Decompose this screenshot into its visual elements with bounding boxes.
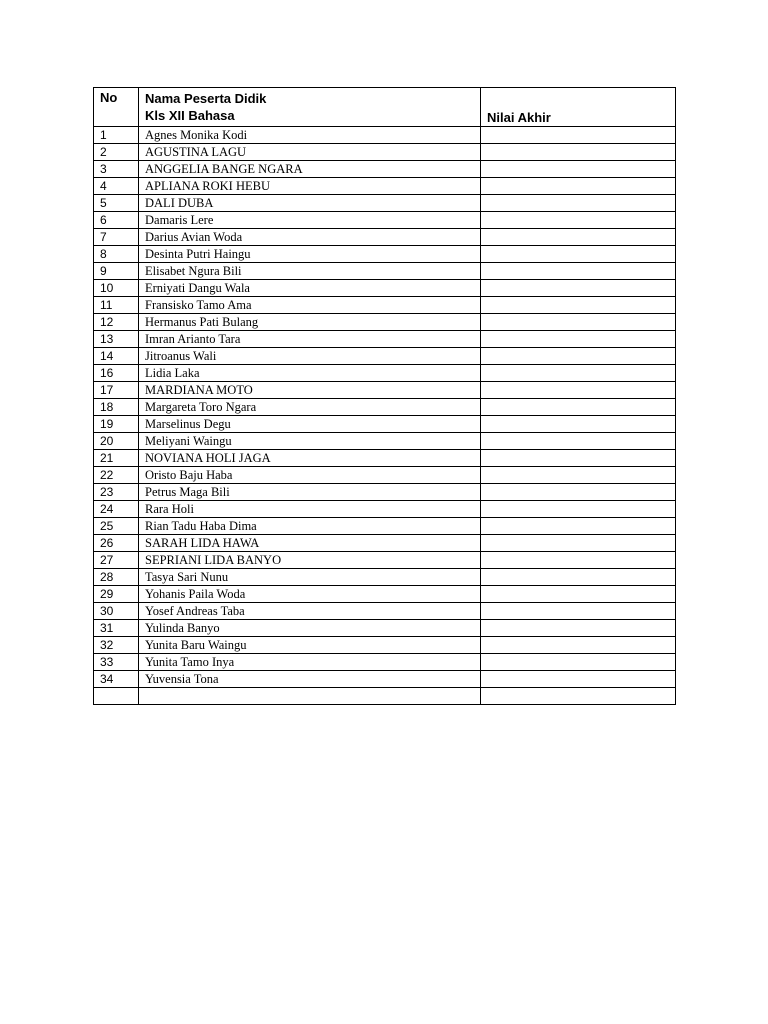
final-score-cell[interactable] [481, 569, 676, 586]
row-number: 28 [94, 569, 139, 586]
final-score-cell[interactable] [481, 331, 676, 348]
table-row [94, 314, 676, 331]
student-name: Rara Holi [139, 501, 481, 518]
student-name: Elisabet Ngura Bili [139, 263, 481, 280]
student-name: Yunita Tamo Inya [139, 654, 481, 671]
table-row [94, 416, 676, 433]
row-number: 31 [94, 620, 139, 637]
table-row [94, 127, 676, 144]
table-row [94, 688, 676, 705]
student-name: Agnes Monika Kodi [139, 127, 481, 144]
table-row [94, 450, 676, 467]
row-number: 14 [94, 348, 139, 365]
table-row [94, 161, 676, 178]
final-score-cell[interactable] [481, 586, 676, 603]
row-number: 1 [94, 127, 139, 144]
header-no: No [94, 88, 139, 127]
final-score-cell[interactable] [481, 620, 676, 637]
final-score-cell[interactable] [481, 280, 676, 297]
row-number: 33 [94, 654, 139, 671]
final-score-cell[interactable] [481, 314, 676, 331]
table-body [94, 127, 676, 705]
row-number: 16 [94, 365, 139, 382]
row-number: 32 [94, 637, 139, 654]
row-number: 17 [94, 382, 139, 399]
student-name: Oristo Baju Haba [139, 467, 481, 484]
student-name: Petrus Maga Bili [139, 484, 481, 501]
final-score-cell[interactable] [481, 229, 676, 246]
row-number: 10 [94, 280, 139, 297]
table-row [94, 569, 676, 586]
final-score-cell[interactable] [481, 603, 676, 620]
student-name: Meliyani Waingu [139, 433, 481, 450]
student-name: Erniyati Dangu Wala [139, 280, 481, 297]
row-number: 2 [94, 144, 139, 161]
student-name: Yohanis Paila Woda [139, 586, 481, 603]
final-score-cell[interactable] [481, 416, 676, 433]
row-number: 29 [94, 586, 139, 603]
student-name: SARAH LIDA HAWA [139, 535, 481, 552]
row-number: 11 [94, 297, 139, 314]
student-name: Hermanus Pati Bulang [139, 314, 481, 331]
student-name: Damaris Lere [139, 212, 481, 229]
table-row [94, 399, 676, 416]
final-score-cell[interactable] [481, 518, 676, 535]
table-row [94, 331, 676, 348]
table-row [94, 433, 676, 450]
table-row [94, 637, 676, 654]
row-number: 9 [94, 263, 139, 280]
row-number: 21 [94, 450, 139, 467]
row-number: 22 [94, 467, 139, 484]
student-name: Lidia Laka [139, 365, 481, 382]
student-name: Tasya Sari Nunu [139, 569, 481, 586]
row-number [94, 688, 139, 705]
final-score-cell[interactable] [481, 484, 676, 501]
row-number: 13 [94, 331, 139, 348]
final-score-cell[interactable] [481, 433, 676, 450]
final-score-cell[interactable] [481, 297, 676, 314]
row-number: 18 [94, 399, 139, 416]
final-score-cell[interactable] [481, 263, 676, 280]
student-grade-table [93, 87, 676, 705]
table-row [94, 144, 676, 161]
row-number: 30 [94, 603, 139, 620]
row-number: 27 [94, 552, 139, 569]
header-name-line1: Nama Peserta Didik [145, 91, 267, 106]
table-row [94, 484, 676, 501]
student-name: Rian Tadu Haba Dima [139, 518, 481, 535]
student-name: AGUSTINA LAGU [139, 144, 481, 161]
row-number: 20 [94, 433, 139, 450]
student-name: DALI DUBA [139, 195, 481, 212]
final-score-cell[interactable] [481, 450, 676, 467]
student-name: APLIANA ROKI HEBU [139, 178, 481, 195]
final-score-cell[interactable] [481, 348, 676, 365]
table-row [94, 246, 676, 263]
student-name: Imran Arianto Tara [139, 331, 481, 348]
student-name [139, 688, 481, 705]
student-name: Desinta Putri Haingu [139, 246, 481, 263]
table-row [94, 467, 676, 484]
row-number: 4 [94, 178, 139, 195]
table-row [94, 280, 676, 297]
table-row [94, 382, 676, 399]
final-score-cell[interactable] [481, 127, 676, 144]
row-number: 34 [94, 671, 139, 688]
student-name: ANGGELIA BANGE NGARA [139, 161, 481, 178]
student-name: Yulinda Banyo [139, 620, 481, 637]
row-number: 3 [94, 161, 139, 178]
student-name: SEPRIANI LIDA BANYO [139, 552, 481, 569]
row-number: 8 [94, 246, 139, 263]
row-number: 12 [94, 314, 139, 331]
row-number: 23 [94, 484, 139, 501]
table-row [94, 195, 676, 212]
table-row [94, 586, 676, 603]
table-row [94, 518, 676, 535]
final-score-cell[interactable] [481, 144, 676, 161]
table-row [94, 263, 676, 280]
header-final-score: Nilai Akhir [481, 88, 676, 127]
final-score-cell[interactable] [481, 501, 676, 518]
row-number: 6 [94, 212, 139, 229]
table-row [94, 229, 676, 246]
student-name: NOVIANA HOLI JAGA [139, 450, 481, 467]
table-row [94, 552, 676, 569]
student-name: Jitroanus Wali [139, 348, 481, 365]
student-name: Fransisko Tamo Ama [139, 297, 481, 314]
row-number: 25 [94, 518, 139, 535]
student-name: Yuvensia Tona [139, 671, 481, 688]
row-number: 19 [94, 416, 139, 433]
table-row [94, 501, 676, 518]
final-score-cell[interactable] [481, 399, 676, 416]
student-name: Yunita Baru Waingu [139, 637, 481, 654]
table-header-row [94, 88, 676, 127]
table-row [94, 365, 676, 382]
final-score-cell[interactable] [481, 671, 676, 688]
final-score-cell[interactable] [481, 365, 676, 382]
table-row [94, 212, 676, 229]
final-score-cell[interactable] [481, 535, 676, 552]
table-row [94, 654, 676, 671]
row-number: 5 [94, 195, 139, 212]
row-number: 24 [94, 501, 139, 518]
student-name: Marselinus Degu [139, 416, 481, 433]
table-row [94, 671, 676, 688]
table-row [94, 535, 676, 552]
final-score-cell[interactable] [481, 654, 676, 671]
final-score-cell[interactable] [481, 178, 676, 195]
student-name: MARDIANA MOTO [139, 382, 481, 399]
table-row [94, 620, 676, 637]
header-student-name [139, 88, 481, 127]
header-name-line2: Kls XII Bahasa [145, 108, 235, 123]
final-score-cell[interactable] [481, 688, 676, 705]
student-name: Yosef Andreas Taba [139, 603, 481, 620]
final-score-cell[interactable] [481, 246, 676, 263]
final-score-cell[interactable] [481, 195, 676, 212]
table-row [94, 178, 676, 195]
row-number: 7 [94, 229, 139, 246]
final-score-cell[interactable] [481, 552, 676, 569]
table-row [94, 603, 676, 620]
student-name: Darius Avian Woda [139, 229, 481, 246]
student-name: Margareta Toro Ngara [139, 399, 481, 416]
row-number: 26 [94, 535, 139, 552]
final-score-cell[interactable] [481, 637, 676, 654]
final-score-cell[interactable] [481, 212, 676, 229]
table-row [94, 348, 676, 365]
final-score-cell[interactable] [481, 382, 676, 399]
final-score-cell[interactable] [481, 161, 676, 178]
table-row [94, 297, 676, 314]
final-score-cell[interactable] [481, 467, 676, 484]
